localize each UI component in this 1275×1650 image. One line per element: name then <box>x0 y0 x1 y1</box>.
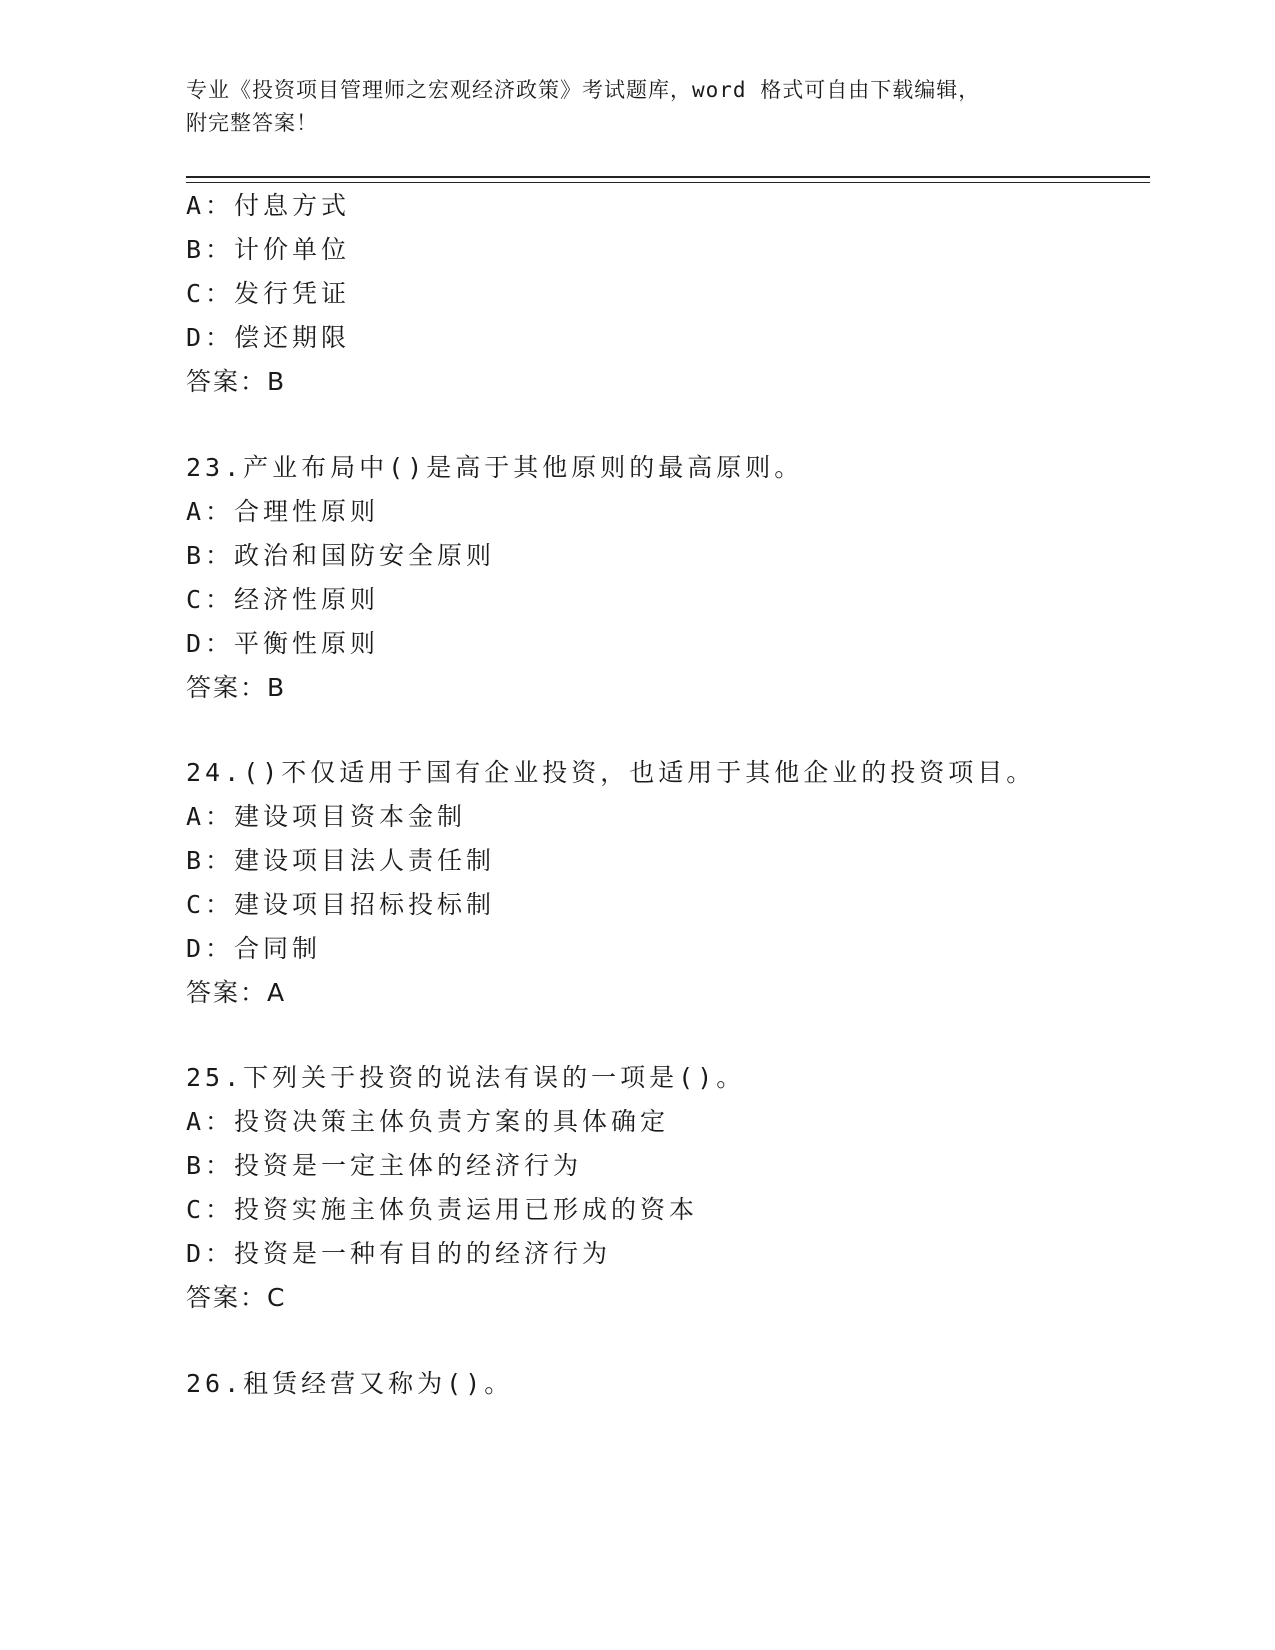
header-line-2: 附完整答案！ <box>186 111 318 135</box>
question-23-stem: 23.产业布局中()是高于其他原则的最高原则。 <box>186 453 804 482</box>
question-25-option-c: C：投资实施主体负责运用已形成的资本 <box>186 1195 699 1224</box>
question-24-option-a: A：建设项目资本金制 <box>186 802 467 831</box>
prev-option-a: A：付息方式 <box>186 191 351 220</box>
question-25-option-d: D：投资是一种有目的的经济行为 <box>186 1239 612 1268</box>
header-divider-thick <box>186 176 1150 178</box>
prev-answer: 答案：B <box>186 367 287 396</box>
question-23-answer: 答案：B <box>186 673 287 702</box>
question-24-stem: 24.()不仅适用于国有企业投资，也适用于其他企业的投资项目。 <box>186 758 1036 787</box>
question-23-option-d: D：平衡性原则 <box>186 629 380 658</box>
question-23-option-c: C：经济性原则 <box>186 585 380 614</box>
question-24-option-d: D：合同制 <box>186 934 322 963</box>
question-25-option-b: B：投资是一定主体的经济行为 <box>186 1151 583 1180</box>
question-24-answer: 答案：A <box>186 978 287 1007</box>
prev-option-d: D：偿还期限 <box>186 323 351 352</box>
question-23-option-b: B：政治和国防安全原则 <box>186 541 496 570</box>
document-header <box>186 74 1066 140</box>
question-24-option-c: C：建设项目招标投标制 <box>186 890 496 919</box>
header-line-1: 专业《投资项目管理师之宏观经济政策》考试题库，word 格式可自由下载编辑， <box>186 78 981 102</box>
question-26-stem: 26.租赁经营又称为()。 <box>186 1369 514 1398</box>
prev-option-b: B：计价单位 <box>186 235 351 264</box>
header-divider-thin <box>186 182 1150 183</box>
question-25-option-a: A：投资决策主体负责方案的具体确定 <box>186 1107 670 1136</box>
prev-option-c: C：发行凭证 <box>186 279 351 308</box>
question-25-stem: 25.下列关于投资的说法有误的一项是()。 <box>186 1063 746 1092</box>
question-23-option-a: A：合理性原则 <box>186 497 380 526</box>
question-25-answer: 答案：C <box>186 1283 287 1312</box>
question-24-option-b: B：建设项目法人责任制 <box>186 846 496 875</box>
